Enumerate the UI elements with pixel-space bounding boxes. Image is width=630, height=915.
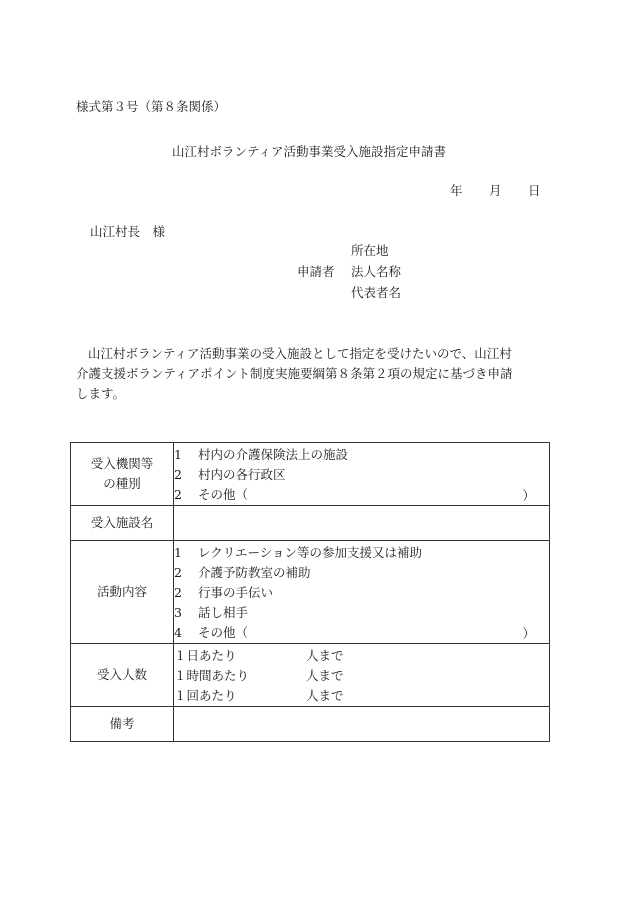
close-paren: ） [522,488,535,503]
applicant-corporation-label: 法人名称 [351,264,402,279]
item-number: 4 [174,624,182,640]
organization-type-header [71,443,174,506]
capacity-period-label: １時間あたり [174,668,250,683]
application-statement [76,344,546,404]
table-row-remarks [71,707,550,742]
item-number: 3 [174,604,182,620]
list-item [174,542,549,562]
capacity-line [174,685,549,705]
item-text: その他（ [198,625,249,640]
capacity-line [174,665,549,685]
applicant-representative-label: 代表者名 [351,285,402,300]
capacity-period-label: １回あたり [174,688,237,703]
item-text: 行事の手伝い [198,585,274,600]
document-title: 山江村ボランティア活動事業受入施設指定申請書 [172,144,447,159]
item-text: 村内の介護保険法上の施設 [198,447,349,462]
date-day-label: 日 [528,183,541,198]
list-item [174,484,549,504]
capacity-header: 受入人数 [71,644,174,707]
addressee: 山江村長 様 [90,224,166,239]
list-item [174,464,549,484]
list-item [174,622,549,642]
activities-header: 活動内容 [71,541,174,644]
capacity-fields[interactable] [174,644,550,707]
organization-type-header-line: 受入機関等 [90,456,154,471]
item-text: 村内の各行政区 [198,467,286,482]
date-month-label: 月 [489,183,502,198]
organization-type-options[interactable] [174,443,550,506]
capacity-unit: 人まで [306,648,344,663]
item-number: 2 [174,486,182,502]
item-text: レクリエーション等の参加支援又は補助 [198,545,423,560]
remarks-field[interactable] [174,707,550,742]
form-number: 様式第３号（第８条関係） [76,99,227,114]
table-row-activities [71,541,550,644]
organization-type-header-line: の種別 [103,476,141,491]
capacity-unit: 人まで [306,668,344,683]
item-number: 2 [174,584,182,600]
capacity-line [174,645,549,665]
statement-line: 山江村ボランティア活動事業の受入施設として指定を受けたいので、山江村 [88,346,512,361]
list-item [174,602,549,622]
statement-line: 介護支援ボランティアポイント制度実施要綱第８条第２項の規定に基づき申請 [76,366,513,381]
item-text: 話し相手 [198,605,249,620]
item-number: 2 [174,564,182,580]
table-row-organization-type [71,443,550,506]
capacity-period-label: １日あたり [174,648,237,663]
statement-line: します。 [76,386,126,401]
capacity-unit: 人まで [306,688,344,703]
item-text: その他（ [198,487,249,502]
table-row-capacity [71,644,550,707]
table-row-facility-name [71,506,550,541]
item-number: 1 [174,446,182,462]
item-text: 介護予防教室の補助 [198,565,311,580]
close-paren: ） [522,626,535,641]
facility-name-header: 受入施設名 [71,506,174,541]
item-number: 2 [174,466,182,482]
item-number: 1 [174,544,182,560]
list-item [174,444,549,464]
application-form-table [70,442,550,742]
activities-options[interactable] [174,541,550,644]
applicant-location-label: 所在地 [351,243,389,258]
list-item [174,582,549,602]
applicant-label: 申請者 [297,264,335,279]
facility-name-field[interactable] [174,506,550,541]
remarks-header: 備考 [71,707,174,742]
list-item [174,562,549,582]
date-year-label: 年 [450,183,463,198]
